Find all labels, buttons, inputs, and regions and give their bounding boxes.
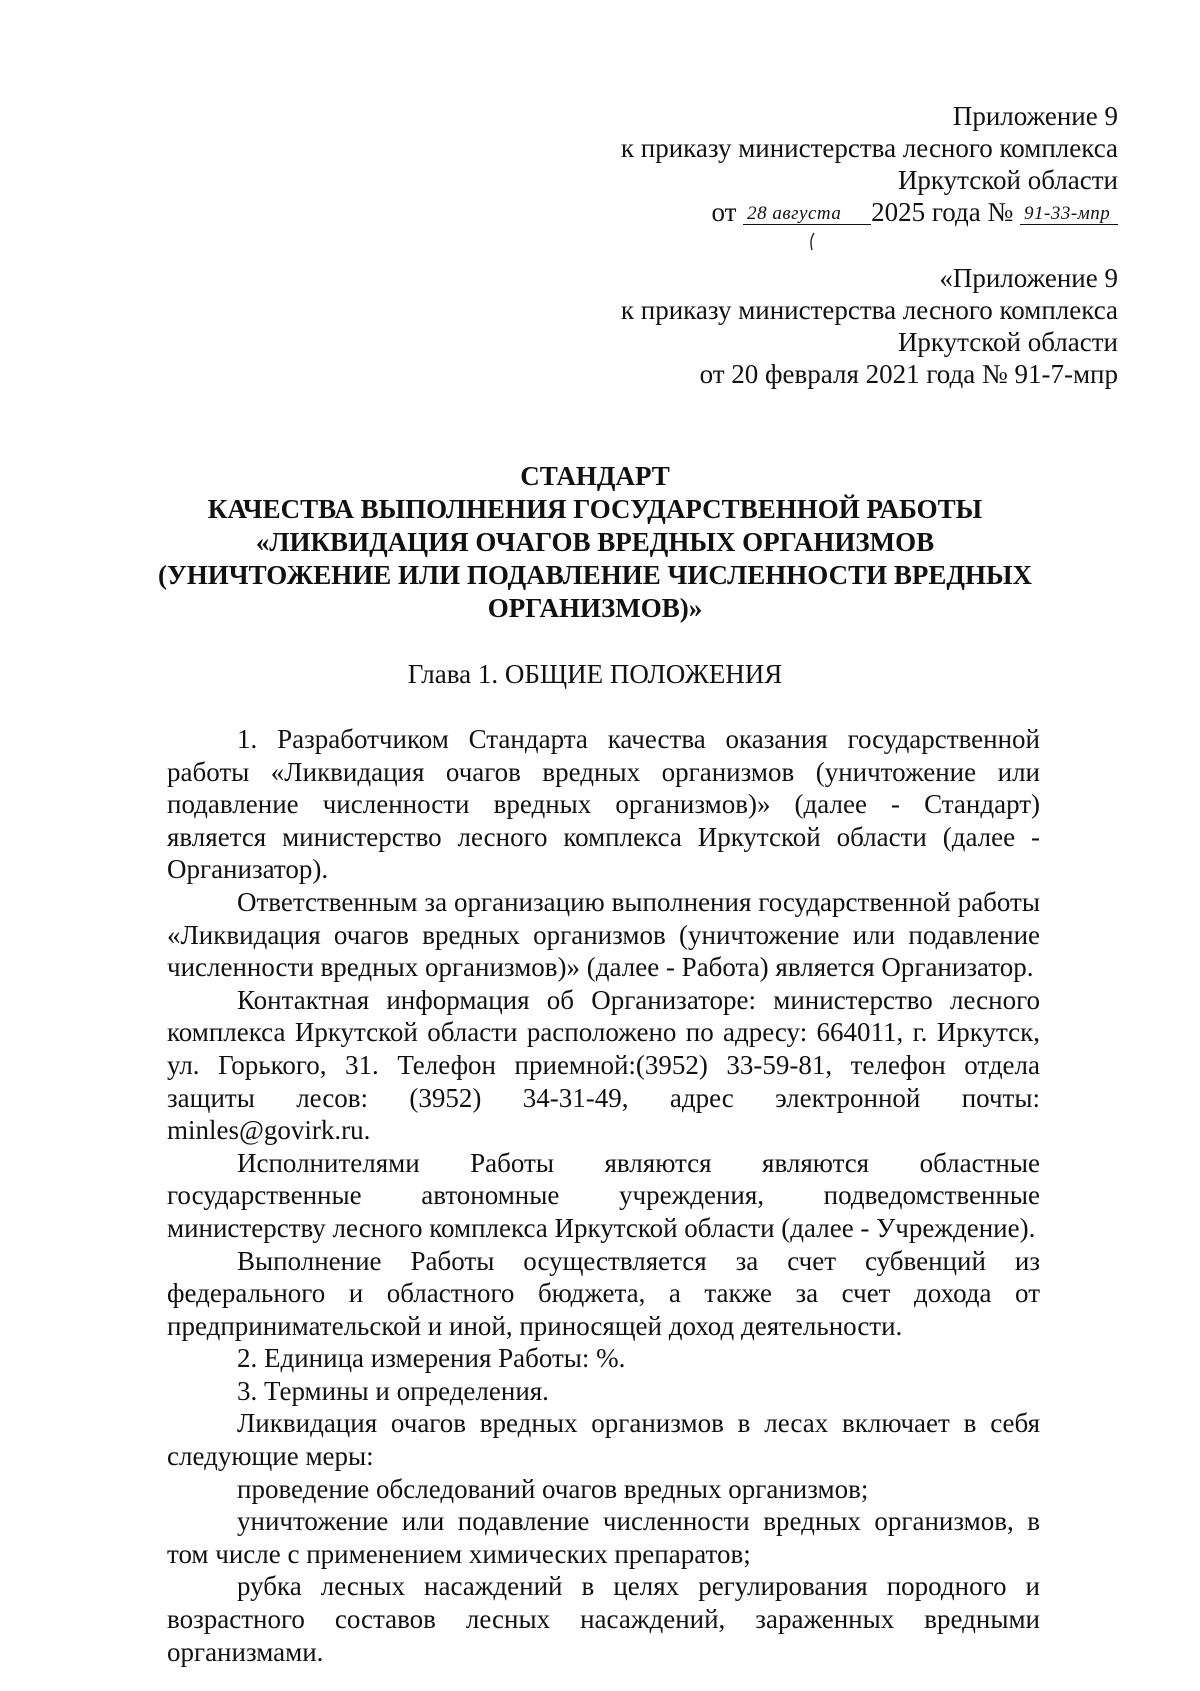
paragraph: 2. Единица измерения Работы: %. — [237, 1343, 626, 1374]
paragraph: проведение обследований очагов вредных организмов; — [237, 1473, 869, 1504]
year-number-label: 2025 года № — [871, 197, 1014, 227]
paragraph: рубка лесных насаждений в целях регулирования породного и возрастного составов лесных насаждений, зараженных вредными организмами. — [167, 1571, 1040, 1667]
paragraph: Ответственным за организацию выполнения государственной работы «Ликвидация очагов вредных организмов (уничтожение или подавление численности вредных организмов)» (далее - Работа) является Организатор. — [167, 886, 1040, 983]
title-line-2: КАЧЕСТВА ВЫПОЛНЕНИЯ ГОСУДАРСТВЕННОЙ РАБОТЫ — [207, 494, 983, 524]
previous-region-label: Иркутской области — [897, 327, 1118, 357]
order-header — [498, 100, 1118, 228]
title-line-5: ОРГАНИЗМОВ)» — [487, 593, 703, 623]
paragraph: 1. Разработчиком Стандарта качества оказания государственной работы «Ликвидация очагов вредных организмов (уничтожение или подавление численности вредных организмов)» (далее - Стандарт) является министерство лесного комплекса Иркутской области (далее - Организатор). — [167, 724, 1040, 885]
paragraph: Ликвидация очагов вредных организмов в лесах включает в себя следующие меры: — [167, 1408, 1040, 1472]
region-label: Иркутской области — [897, 165, 1118, 195]
date-prefix: от — [711, 197, 737, 227]
handwritten-date: 28 августа — [743, 204, 871, 225]
title-line-3: «ЛИКВИДАЦИЯ ОЧАГОВ ВРЕДНЫХ ОРГАНИЗМОВ — [255, 527, 935, 557]
order-reference: к приказу министерства лесного комплекса — [620, 133, 1118, 163]
handwritten-order-number: 91-33-мпр — [1020, 204, 1118, 225]
handwritten-mark-icon — [808, 232, 818, 252]
previous-order-header — [498, 262, 1118, 390]
title-line-4: (УНИЧТОЖЕНИЕ ИЛИ ПОДАВЛЕНИЕ ЧИСЛЕННОСТИ ВРЕДНЫХ — [157, 560, 1032, 590]
appendix-label: Приложение 9 — [952, 101, 1118, 131]
document-title — [150, 460, 1040, 625]
paragraph: уничтожение или подавление численности вредных организмов, в том числе с применением химических препаратов; — [167, 1506, 1040, 1569]
paragraph: Выполнение Работы осуществляется за счет субвенций из федерального и областного бюджета, а также за счет дохода от предпринимательской и иной, приносящей доход деятельности. — [167, 1245, 1040, 1341]
order-date-line — [498, 196, 1118, 228]
chapter-heading: Глава 1. ОБЩИЕ ПОЛОЖЕНИЯ — [407, 659, 783, 689]
previous-appendix-label: «Приложение 9 — [939, 263, 1118, 293]
paragraph: 3. Термины и определения. — [237, 1375, 549, 1406]
document-body — [167, 723, 1040, 1668]
paragraph: Контактная информация об Организаторе: министерство лесного комплекса Иркутской области расположено по адресу: 664011, г. Иркутск, ул. Горького, 31. Телефон приемной:(3952) 33-59-81, телефон отдела защиты лесов: (3952) 34-31-49, адрес электронной почты: minles@govirk.ru. — [167, 984, 1040, 1146]
title-line-1: СТАНДАРТ — [520, 461, 670, 491]
previous-order-reference: к приказу министерства лесного комплекса — [620, 295, 1118, 325]
previous-date-line: от 20 февраля 2021 года № 91-7-мпр — [699, 359, 1118, 389]
paragraph: Исполнителями Работы являются являются областные государственные автономные учреждения, подведомственные министерству лесного комплекса Иркутской области (далее - Учреждение). — [167, 1147, 1040, 1243]
